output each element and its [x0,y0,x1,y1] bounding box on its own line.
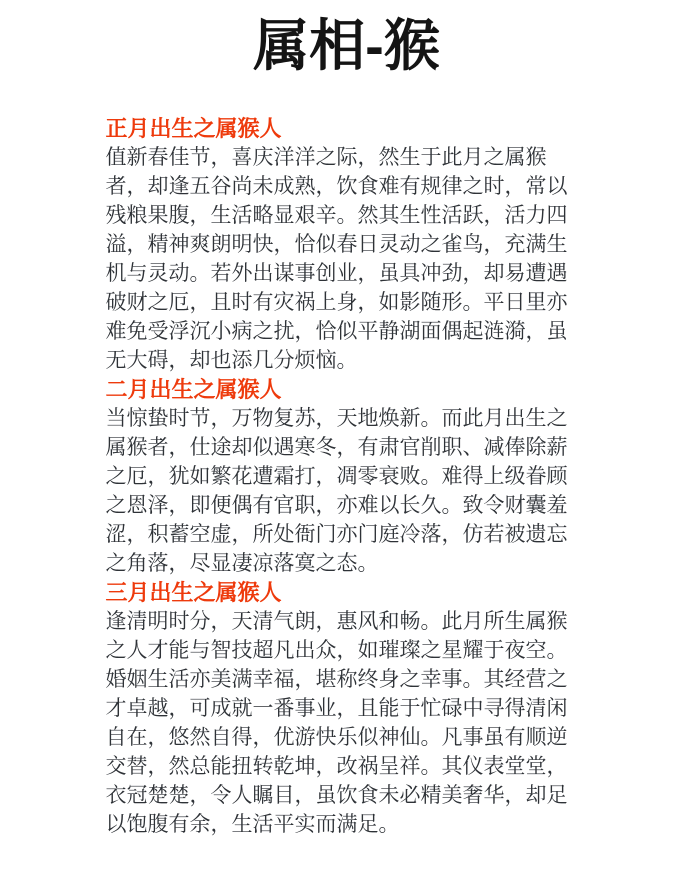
section-month-1 [106,114,588,375]
section-month-3-body: 逢清明时分，天清气朗，惠风和畅。此月所生属猴之人才能与智技超凡出众，如璀璨之星耀于夜空。婚姻生活亦美满幸福，堪称终身之幸事。其经营之才卓越，可成就一番事业，且能于忙碌中寻得清闲自在，悠然自得，优游快乐似神仙。凡事虽有顺逆交替，然总能扭转乾坤，改祸呈祥。其仪表堂堂，衣冠楚楚，令人瞩目，虽饮食未必精美奢华，却足以饱腹有余，生活平实而满足。 [105,610,568,836]
section-month-1-heading: 正月出生之属猴人 [105,116,282,141]
section-month-3-heading: 三月出生之属猴人 [105,580,282,605]
section-month-3 [106,578,588,839]
section-month-2-body: 当惊蛰时节，万物复苏，天地焕新。而此月出生之属猴者，仕途却似遇寒冬，有肃官削职、减俸除薪之厄，犹如繁花遭霜打，凋零衰败。难得上级眷顾之恩泽，即便偶有官职，亦难以长久。致令财囊羞涩，积蓄空虚，所处衙门亦门庭冷落，仿若被遗忘之角落，尽显凄凉落寞之态。 [105,407,568,575]
section-month-2 [106,375,588,578]
section-month-1-body: 值新春佳节，喜庆洋洋之际，然生于此月之属猴者，却逢五谷尚未成熟，饮食难有规律之时，常以残粮果腹，生活略显艰辛。然其生性活跃，活力四溢，精神爽朗明快，恰似春日灵动之雀鸟，充满生机与灵动。若外出谋事创业，虽具冲劲，却易遭遇破财之厄，且时有灾祸上身，如影随形。平日里亦难免受浮沉小病之扰，恰似平静湖面偶起涟漪，虽无大碍，却也添几分烦恼。 [105,146,568,372]
section-month-2-heading: 二月出生之属猴人 [105,377,282,402]
content-column [106,114,588,839]
page-title: 属相-猴 [253,14,440,77]
